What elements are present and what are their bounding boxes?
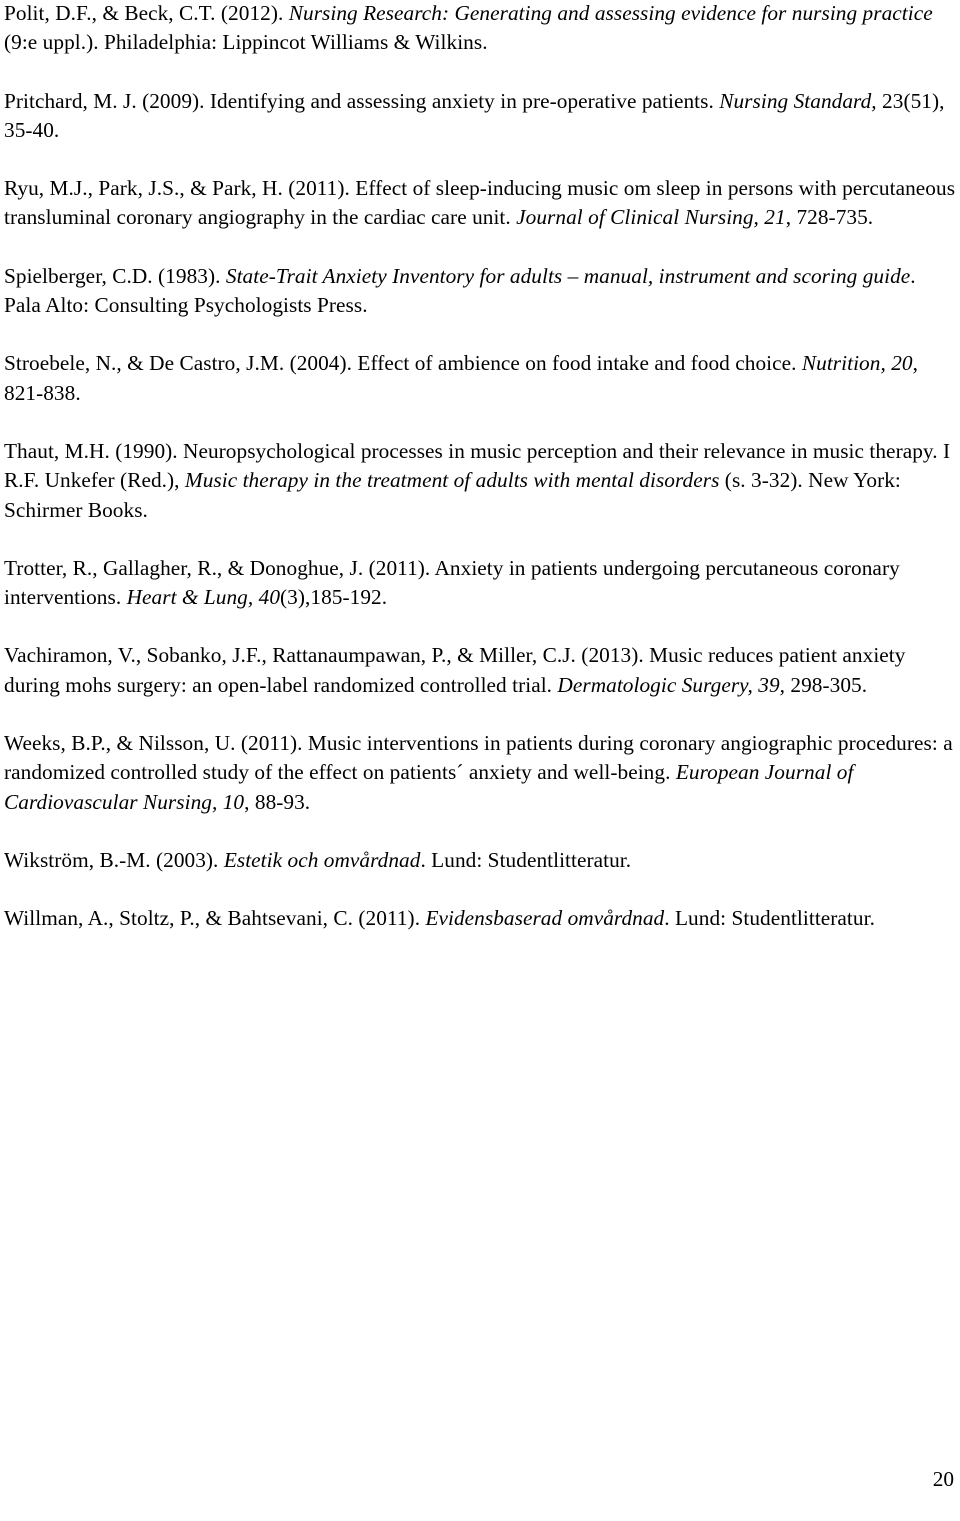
reference-title: Estetik och omvårdnad: [223, 847, 421, 872]
reference-text: Ryu, M.J., Park, J.S., & Park, H. (2011). Effect of sleep-inducing music om sleep in persons with percutaneous transluminal coronary angiography in the cardiac care unit.: [4, 176, 956, 230]
reference-text: Wikström, B.-M. (2003).: [4, 847, 224, 872]
reference-text: . Pala Alto: Consulting Psychologists Press.: [4, 263, 916, 318]
reference-title: Nursing Research: Generating and assessing evidence for nursing practice: [288, 1, 933, 25]
reference-text: , 728-735.: [785, 205, 874, 230]
reference-entry: [4, 641, 956, 700]
reference-entry: [4, 262, 956, 321]
reference-text: Willman, A., Stoltz, P., & Bahtsevani, C. (2011).: [4, 906, 426, 931]
reference-text: 298-305.: [785, 672, 868, 697]
reference-text: Thaut, M.H. (1990). Neuropsychological processes in music perception and their relevance in music therapy. I R.F. Unkefer (Red.),: [4, 438, 951, 493]
reference-text: (3),185-192.: [280, 585, 388, 610]
reference-text: (s. 3-32). New York: Schirmer Books.: [4, 468, 901, 522]
reference-entry: [4, 437, 956, 525]
reference-text: (9:e uppl.). Philadelphia: Lippincot Williams & Wilkins.: [4, 30, 488, 55]
reference-entry: [4, 0, 956, 58]
reference-title: Evidensbaserad omvårdnad: [425, 906, 665, 931]
reference-entry: [4, 846, 956, 875]
reference-entry: [4, 729, 956, 817]
reference-title: Music therapy in the treatment of adults with mental disorders: [184, 468, 720, 493]
reference-text: , 821-838.: [4, 351, 918, 405]
reference-entry: [4, 904, 956, 933]
reference-list: [4, 0, 956, 963]
reference-entry: [4, 87, 956, 146]
reference-text: Stroebele, N., & De Castro, J.M. (2004). Effect of ambience on food intake and food choice.: [4, 351, 802, 376]
reference-text: 23(51), 35-40.: [4, 88, 945, 142]
reference-text: Weeks, B.P., & Nilsson, U. (2011). Music interventions in patients during coronary angiographic procedures: a randomized controlled study of the effect on patients´ anxiety and well-being.: [4, 731, 953, 785]
reference-entry: [4, 554, 956, 613]
reference-text: Trotter, R., Gallagher, R., & Donoghue, J. (2011). Anxiety in patients undergoing percutaneous coronary interventions.: [4, 555, 900, 610]
page-number: 20: [932, 1467, 954, 1491]
reference-text: Pritchard, M. J. (2009). Identifying and assessing anxiety in pre-operative patients.: [4, 88, 720, 113]
reference-text: , 88-93.: [244, 789, 311, 814]
reference-text: Polit, D.F., & Beck, C.T. (2012).: [4, 1, 289, 25]
reference-text: . Lund: Studentlitteratur.: [664, 906, 875, 931]
reference-journal: Nursing Standard,: [719, 88, 877, 113]
reference-text: . Lund: Studentlitteratur.: [420, 847, 632, 872]
reference-entry: [4, 174, 956, 233]
reference-journal: Journal of Clinical Nursing, 21: [516, 205, 786, 230]
reference-journal: Nutrition, 20: [801, 351, 913, 376]
reference-journal: European Journal of Cardiovascular Nursing, 10: [4, 760, 854, 814]
reference-entry: [4, 349, 956, 408]
reference-title: State-Trait Anxiety Inventory for adults – manual, instrument and scoring guide: [225, 263, 911, 288]
reference-text: Spielberger, C.D. (1983).: [4, 263, 226, 288]
reference-journal: Dermatologic Surgery, 39,: [557, 672, 786, 697]
reference-journal: Heart & Lung, 40: [126, 585, 281, 610]
reference-text: Vachiramon, V., Sobanko, J.F., Rattanaumpawan, P., & Miller, C.J. (2013). Music reduces patient anxiety during mohs surgery: an open-label randomized controlled trial.: [4, 643, 906, 697]
